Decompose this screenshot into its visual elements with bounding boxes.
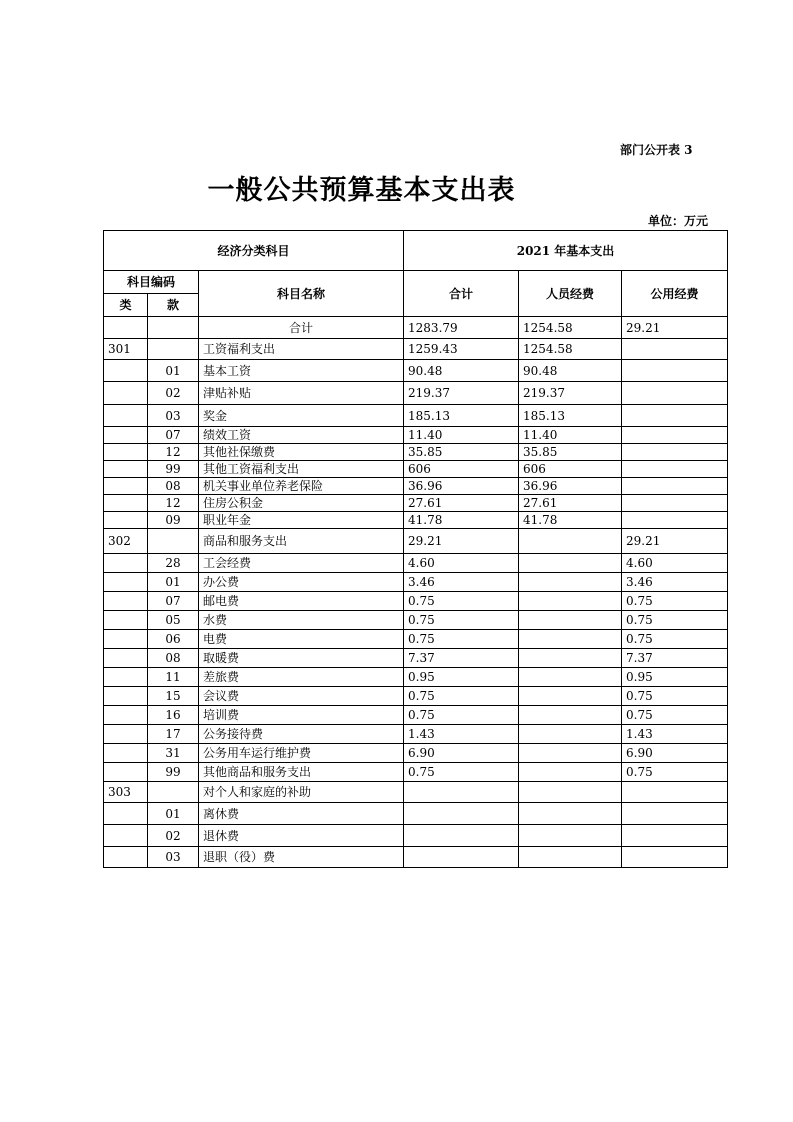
public-cell: 0.75 xyxy=(622,592,728,611)
public-cell xyxy=(622,495,728,512)
subject-name-cell: 奖金 xyxy=(199,405,404,427)
subject-name-cell: 公务接待费 xyxy=(199,725,404,744)
personnel-cell xyxy=(519,725,622,744)
personnel-cell xyxy=(519,649,622,668)
total-row xyxy=(104,317,728,339)
category-code-cell xyxy=(104,706,148,725)
total-item-cell xyxy=(148,317,199,339)
category-code-cell xyxy=(104,360,148,382)
public-cell: 29.21 xyxy=(622,529,728,554)
header-row-1 xyxy=(104,231,728,271)
item-code-cell: 07 xyxy=(148,427,199,444)
subject-name-cell: 离休费 xyxy=(199,803,404,825)
public-cell: 6.90 xyxy=(622,744,728,763)
item-code-cell: 05 xyxy=(148,611,199,630)
public-cell xyxy=(622,478,728,495)
total-cell: 0.95 xyxy=(404,668,519,687)
personnel-cell xyxy=(519,706,622,725)
category-code-cell xyxy=(104,763,148,782)
personnel-cell: 1254.58 xyxy=(519,339,622,360)
total-cell: 0.75 xyxy=(404,706,519,725)
item-code-cell: 07 xyxy=(148,592,199,611)
subject-name-cell: 机关事业单位养老保险 xyxy=(199,478,404,495)
personnel-cell xyxy=(519,529,622,554)
subject-name-cell: 培训费 xyxy=(199,706,404,725)
total-cell xyxy=(404,825,519,847)
personnel-cell: 41.78 xyxy=(519,512,622,529)
table-row xyxy=(104,360,728,382)
subject-name-cell: 其他工资福利支出 xyxy=(199,461,404,478)
table-row xyxy=(104,687,728,706)
subject-name-cell: 工会经费 xyxy=(199,554,404,573)
public-cell xyxy=(622,382,728,405)
table-row xyxy=(104,630,728,649)
table-row xyxy=(104,847,728,868)
table-row xyxy=(104,554,728,573)
unit-label: 单位：万元 xyxy=(648,214,709,228)
table-row xyxy=(104,495,728,512)
subject-name-cell: 对个人和家庭的补助 xyxy=(199,782,404,803)
total-cell: 4.60 xyxy=(404,554,519,573)
category-code-cell: 303 xyxy=(104,782,148,803)
category-code-cell: 301 xyxy=(104,339,148,360)
table-row xyxy=(104,444,728,461)
public-cell: 0.75 xyxy=(622,611,728,630)
personnel-cell xyxy=(519,592,622,611)
personnel-cell xyxy=(519,803,622,825)
item-code-cell xyxy=(148,339,199,360)
category-code-cell xyxy=(104,461,148,478)
total-public: 29.21 xyxy=(622,317,728,339)
item-code-cell: 03 xyxy=(148,405,199,427)
personnel-cell xyxy=(519,554,622,573)
total-cell: 1259.43 xyxy=(404,339,519,360)
table-row xyxy=(104,763,728,782)
public-cell: 0.75 xyxy=(622,687,728,706)
category-code-cell xyxy=(104,668,148,687)
item-code-cell: 17 xyxy=(148,725,199,744)
personnel-cell xyxy=(519,782,622,803)
header-category: 类 xyxy=(104,294,148,317)
public-cell: 3.46 xyxy=(622,573,728,592)
public-cell xyxy=(622,405,728,427)
table-row xyxy=(104,427,728,444)
public-cell: 7.37 xyxy=(622,649,728,668)
subject-name-cell: 其他社保缴费 xyxy=(199,444,404,461)
total-cell: 3.46 xyxy=(404,573,519,592)
public-cell: 1.43 xyxy=(622,725,728,744)
subject-name-cell: 基本工资 xyxy=(199,360,404,382)
total-cell: 35.85 xyxy=(404,444,519,461)
item-code-cell: 12 xyxy=(148,495,199,512)
header-name: 科目名称 xyxy=(199,271,404,317)
public-cell xyxy=(622,803,728,825)
item-code-cell xyxy=(148,782,199,803)
table-row xyxy=(104,725,728,744)
category-code-cell xyxy=(104,649,148,668)
total-cell xyxy=(404,847,519,868)
table-row xyxy=(104,461,728,478)
personnel-cell xyxy=(519,573,622,592)
total-cell: 11.40 xyxy=(404,427,519,444)
page-label: 部门公开表 3 xyxy=(620,143,693,157)
item-code-cell: 01 xyxy=(148,803,199,825)
category-code-cell xyxy=(104,847,148,868)
total-cell xyxy=(404,803,519,825)
public-cell xyxy=(622,427,728,444)
total-cell: 185.13 xyxy=(404,405,519,427)
personnel-cell: 35.85 xyxy=(519,444,622,461)
personnel-cell: 27.61 xyxy=(519,495,622,512)
table-row xyxy=(104,803,728,825)
category-code-cell xyxy=(104,573,148,592)
total-cell: 0.75 xyxy=(404,592,519,611)
category-code-cell: 302 xyxy=(104,529,148,554)
item-code-cell: 02 xyxy=(148,825,199,847)
header-total: 合计 xyxy=(404,271,519,317)
subject-name-cell: 会议费 xyxy=(199,687,404,706)
category-code-cell xyxy=(104,382,148,405)
total-label: 合计 xyxy=(199,317,404,339)
total-amount: 1283.79 xyxy=(404,317,519,339)
category-code-cell xyxy=(104,444,148,461)
subject-name-cell: 商品和服务支出 xyxy=(199,529,404,554)
subject-name-cell: 公务用车运行维护费 xyxy=(199,744,404,763)
total-cell: 29.21 xyxy=(404,529,519,554)
table-row xyxy=(104,512,728,529)
personnel-cell xyxy=(519,687,622,706)
total-cell: 606 xyxy=(404,461,519,478)
table-row xyxy=(104,825,728,847)
item-code-cell: 99 xyxy=(148,461,199,478)
public-cell xyxy=(622,444,728,461)
subject-name-cell: 邮电费 xyxy=(199,592,404,611)
item-code-cell: 02 xyxy=(148,382,199,405)
public-cell xyxy=(622,461,728,478)
item-code-cell: 01 xyxy=(148,360,199,382)
total-cat-cell xyxy=(104,317,148,339)
public-cell: 0.75 xyxy=(622,706,728,725)
header-personnel: 人员经费 xyxy=(519,271,622,317)
table-row xyxy=(104,478,728,495)
public-cell: 0.75 xyxy=(622,630,728,649)
public-cell xyxy=(622,782,728,803)
subject-name-cell: 津贴补贴 xyxy=(199,382,404,405)
subject-name-cell: 水费 xyxy=(199,611,404,630)
subject-name-cell: 退职（役）费 xyxy=(199,847,404,868)
category-code-cell xyxy=(104,611,148,630)
total-cell: 27.61 xyxy=(404,495,519,512)
personnel-cell: 219.37 xyxy=(519,382,622,405)
category-code-cell xyxy=(104,725,148,744)
category-code-cell xyxy=(104,687,148,706)
public-cell: 4.60 xyxy=(622,554,728,573)
subject-name-cell: 办公费 xyxy=(199,573,404,592)
item-code-cell xyxy=(148,529,199,554)
table-row xyxy=(104,744,728,763)
item-code-cell: 09 xyxy=(148,512,199,529)
total-cell: 0.75 xyxy=(404,611,519,630)
table-row xyxy=(104,382,728,405)
subject-name-cell: 差旅费 xyxy=(199,668,404,687)
table-row xyxy=(104,668,728,687)
subject-name-cell: 绩效工资 xyxy=(199,427,404,444)
header-row-2 xyxy=(104,271,728,294)
personnel-cell xyxy=(519,630,622,649)
item-code-cell: 11 xyxy=(148,668,199,687)
item-code-cell: 31 xyxy=(148,744,199,763)
personnel-cell xyxy=(519,825,622,847)
category-code-cell xyxy=(104,825,148,847)
category-code-cell xyxy=(104,495,148,512)
subject-name-cell: 取暖费 xyxy=(199,649,404,668)
item-code-cell: 28 xyxy=(148,554,199,573)
public-cell xyxy=(622,339,728,360)
subject-name-cell: 电费 xyxy=(199,630,404,649)
subject-name-cell: 住房公积金 xyxy=(199,495,404,512)
subject-name-cell: 其他商品和服务支出 xyxy=(199,763,404,782)
item-code-cell: 12 xyxy=(148,444,199,461)
budget-table xyxy=(103,230,728,868)
total-cell: 0.75 xyxy=(404,763,519,782)
personnel-cell xyxy=(519,847,622,868)
page-title: 一般公共预算基本支出表 xyxy=(207,175,516,206)
table-row xyxy=(104,592,728,611)
personnel-cell xyxy=(519,763,622,782)
personnel-cell: 90.48 xyxy=(519,360,622,382)
personnel-cell xyxy=(519,611,622,630)
header-code: 科目编码 xyxy=(104,271,199,294)
category-code-cell xyxy=(104,427,148,444)
table-row xyxy=(104,782,728,803)
category-code-cell xyxy=(104,592,148,611)
personnel-cell xyxy=(519,744,622,763)
item-code-cell: 01 xyxy=(148,573,199,592)
total-cell: 1.43 xyxy=(404,725,519,744)
total-personnel: 1254.58 xyxy=(519,317,622,339)
table-row xyxy=(104,573,728,592)
total-cell: 41.78 xyxy=(404,512,519,529)
item-code-cell: 16 xyxy=(148,706,199,725)
item-code-cell: 15 xyxy=(148,687,199,706)
header-econ-class: 经济分类科目 xyxy=(104,231,404,271)
category-code-cell xyxy=(104,512,148,529)
header-item: 款 xyxy=(148,294,199,317)
item-code-cell: 08 xyxy=(148,478,199,495)
public-cell xyxy=(622,847,728,868)
subject-name-cell: 职业年金 xyxy=(199,512,404,529)
header-public: 公用经费 xyxy=(622,271,728,317)
subject-name-cell: 退休费 xyxy=(199,825,404,847)
total-cell: 6.90 xyxy=(404,744,519,763)
table-row xyxy=(104,529,728,554)
total-cell xyxy=(404,782,519,803)
item-code-cell: 08 xyxy=(148,649,199,668)
personnel-cell: 36.96 xyxy=(519,478,622,495)
public-cell: 0.75 xyxy=(622,763,728,782)
category-code-cell xyxy=(104,803,148,825)
total-cell: 0.75 xyxy=(404,630,519,649)
personnel-cell: 185.13 xyxy=(519,405,622,427)
personnel-cell: 11.40 xyxy=(519,427,622,444)
table-row xyxy=(104,405,728,427)
personnel-cell: 606 xyxy=(519,461,622,478)
total-cell: 90.48 xyxy=(404,360,519,382)
item-code-cell: 99 xyxy=(148,763,199,782)
table-row xyxy=(104,339,728,360)
item-code-cell: 03 xyxy=(148,847,199,868)
total-cell: 219.37 xyxy=(404,382,519,405)
public-cell xyxy=(622,825,728,847)
category-code-cell xyxy=(104,478,148,495)
header-year-expense: 2021 年基本支出 xyxy=(404,231,728,271)
total-cell: 0.75 xyxy=(404,687,519,706)
table-row xyxy=(104,611,728,630)
subject-name-cell: 工资福利支出 xyxy=(199,339,404,360)
table-row xyxy=(104,649,728,668)
item-code-cell: 06 xyxy=(148,630,199,649)
total-cell: 36.96 xyxy=(404,478,519,495)
category-code-cell xyxy=(104,554,148,573)
public-cell xyxy=(622,360,728,382)
category-code-cell xyxy=(104,405,148,427)
public-cell xyxy=(622,512,728,529)
category-code-cell xyxy=(104,630,148,649)
total-cell: 7.37 xyxy=(404,649,519,668)
personnel-cell xyxy=(519,668,622,687)
category-code-cell xyxy=(104,744,148,763)
public-cell: 0.95 xyxy=(622,668,728,687)
table-row xyxy=(104,706,728,725)
